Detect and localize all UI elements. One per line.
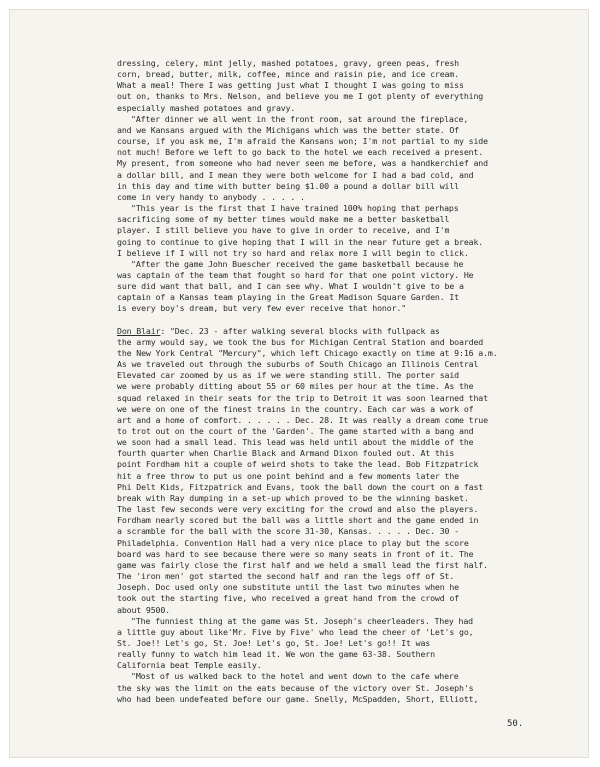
text-line: out on, thanks to Mrs. Nelson, and believe you me I got plenty of everything [117,91,484,102]
text-line: was captain of the team that fought so hard for that one point victory. He [117,269,474,280]
text-line: My present, from someone who had never seen me before, was a handkerchief and [117,158,488,169]
text-line: a scramble for the ball with the score 31-30, Kansas. . . . . Dec. 30 - [117,526,460,537]
text-line: we were probably ditting about 55 or 60 miles per hour at the time. As the [117,381,474,392]
text-line: California beat Temple easily. [117,660,262,671]
text-line: Philadelphia. Convention Hall had a very nice place to play but the score [117,537,469,548]
text-line: St. Joe!! Let's go, St. Joe! Let's go, St. Joe! Let's go!! It was [117,637,431,648]
text-line: really funny to watch him lead it. We won the game 63-38. Southern [117,649,435,660]
paragraph-gap [117,315,557,326]
text-line: game was fairly close the first half and we held a small lead the first half. [117,559,488,570]
text-line: fourth quarter when Charlie Black and Armand Dixon fouled out. At this [117,448,455,459]
text-line: a dollar bill, and I mean they were both welcome for I had a bad cold, and [117,169,474,180]
text-line: Elevated car zoomed by us as if we were standing still. The porter said [117,370,460,381]
text-line: hit a free throw to put us one point behind and a few moments later the [117,470,460,481]
text-line: not much! Before we left to go back to the hotel we each received a present. [117,147,484,158]
text-line: to trot out on the court of the 'Garden'. The game started with a bang and [117,426,474,436]
text-line: squad relaxed in their seats for the trip to Detroit it was soon learned that [117,392,488,403]
text-line: corn, bread, butter, milk, coffee, mince and raisin pie, and ice cream. [117,69,460,80]
text-line: break with Ray dumping in a set-up which proved to be the winning basket. [117,492,469,503]
text-line: The 'iron men' got started the second half and ran the legs off of St. [117,571,455,582]
text-line: I believe if I will not try so hard and relax more I will begin to click. [117,247,469,258]
text-line: especially mashed potatoes and gravy. [117,102,296,113]
text-line: As we traveled out through the suburbs of South Chicago an Illinois Central [117,359,479,370]
text-line: "After dinner we all went in the front room, sat around the fireplace, [131,113,469,124]
text-line: point Fordham hit a couple of weird shots to take the lead. Bob Fitzpatrick [117,459,479,470]
text-line: "The funniest thing at the game was St. Joseph's cheerleaders. They had [131,615,474,626]
page-number: 50. [507,719,524,729]
text-line: we were on one of the finest trains in the country. Each car was a work of [117,403,474,414]
text-line: course, if you ask me, I'm afraid the Kansans won; I'm not partial to my side [117,136,488,147]
speaker-line-text: : "Dec. 23 - after walking several blocks with fullpack as [160,325,440,336]
typed-text [117,58,557,705]
text-line: player. I still believe you have to give in order to receive, and I'm [117,225,450,236]
text-line: sacrificing some of my better times would make me a better basketball [117,214,450,225]
text-line: in this day and time with butter being $1.00 a pound a dollar bill will [117,180,460,191]
text-line: dressing, celery, mint jelly, mashed potatoes, gravy, green peas, fresh [117,58,460,68]
text-line: and we Kansans argued with the Michigans which was the better state. Of [117,124,460,135]
document-page [10,10,588,757]
text-line: The last few seconds were very exciting for the crowd and also the players. [117,504,479,515]
text-line: going to continue to give hoping that I will in the near future get a break. [117,236,484,247]
text-line: Phi Delt Kids, Fitzpatrick and Evans, took the ball down the court on a fast [117,481,484,492]
text-line: the sky was the limit on the eats because of the victory over St. Joseph's [117,682,474,693]
speaker-name: Don Blair [117,325,161,336]
text-line: the army would say, we took the bus for Michigan Central Station and boarded [117,336,484,347]
text-line: What a meal! There I was getting just what I thought I was going to miss [117,80,464,91]
text-line: art and a home of comfort. . . . . . Dec. 28. It was really a dream come true [117,414,488,425]
text-line: "This year is the first that I have trained 100% hoping that perhaps [131,203,459,214]
text-line: took out the starting five, who received a great hand from the crowd of [117,593,460,604]
text-line: "After the game John Buescher received the game basketball because he [131,258,464,269]
text-line: captain of a Kansas team playing in the Great Madison Square Garden. It [117,292,460,303]
speaker-line [117,326,557,337]
text-line: board was hard to see because there were so many seats in front of it. The [117,548,474,559]
text-line: Fordham nearly scored but the ball was a little short and the game ended in [117,515,479,526]
text-line: we soon had a small lead. This lead was held until about the middle of the [117,437,474,448]
text-line: sure did want that ball, and I can see why. What I wouldn't give to be a [117,281,464,292]
text-line: Joseph. Doc used only one substitute until the last two minutes when he [117,582,460,593]
text-line: is every boy's dream, but very few ever receive that honor." [117,303,407,314]
text-line: the New York Central "Mercury", which left Chicago exactly on time at 9:16 a.m. [117,347,498,358]
text-line: come in very handy to anybody . . . . . [117,191,305,202]
text-line: "Most of us walked back to the hotel and went down to the cafe where [131,671,459,682]
text-line: who had been undefeated before our game. Snelly, McSpadden, Short, Elliott, [117,693,479,704]
text-line: a little guy about like'Mr. Five by Five' who lead the cheer of 'Let's go, [117,626,474,637]
text-line: about 9500. [117,604,170,615]
